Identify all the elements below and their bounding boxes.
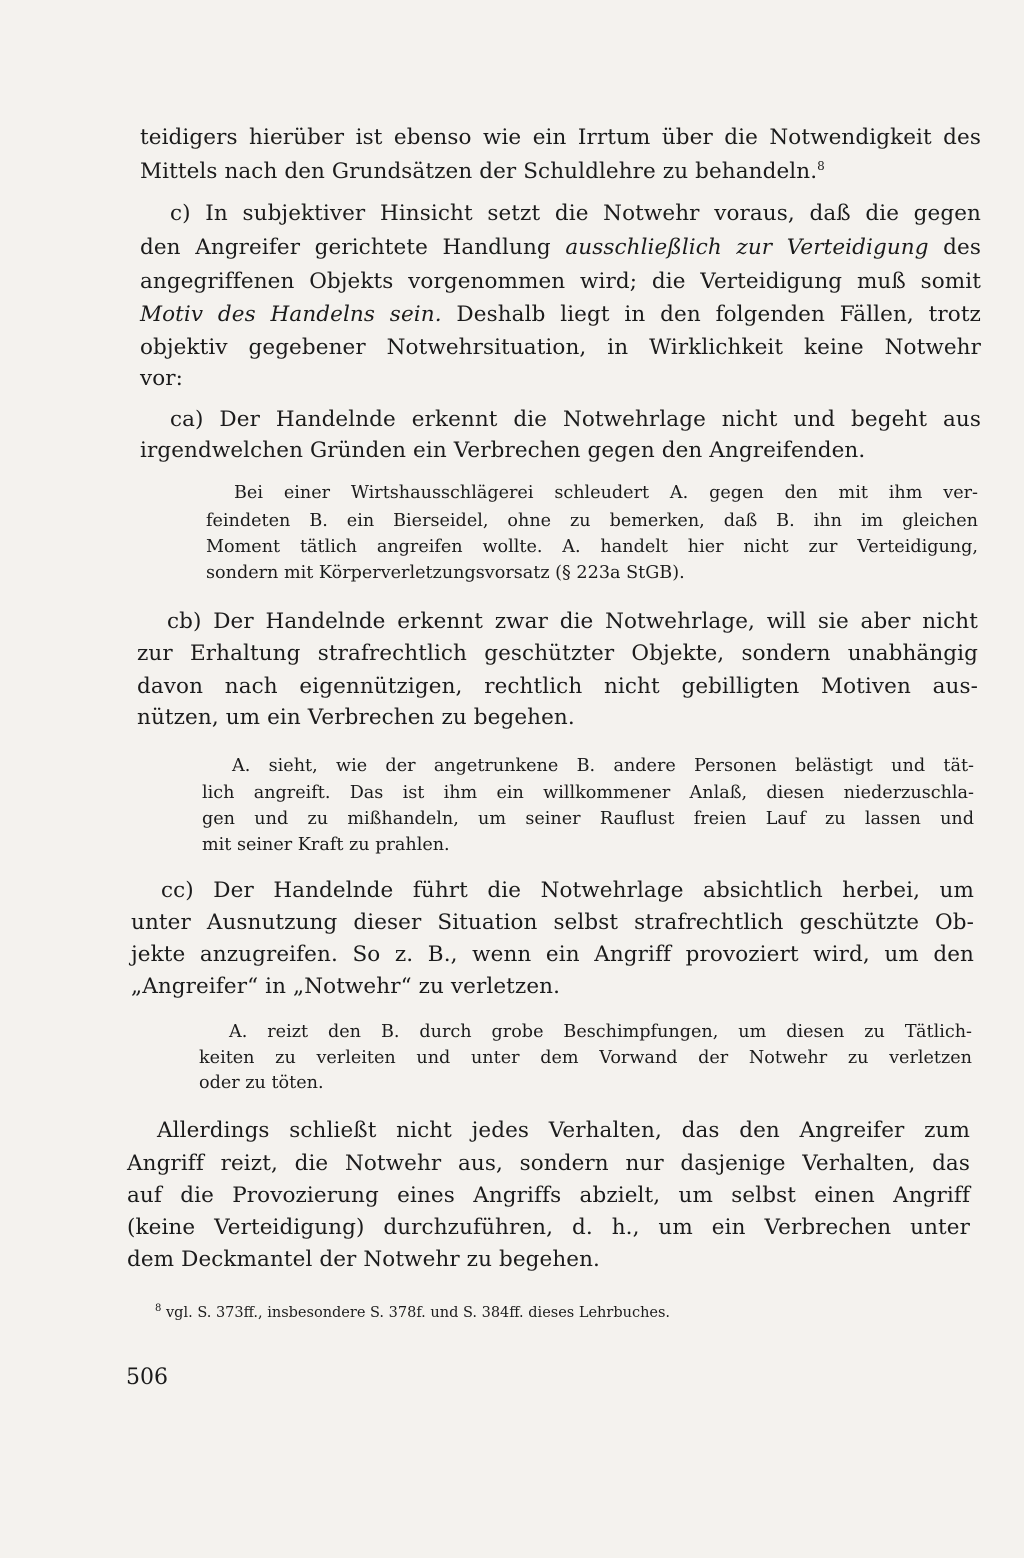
footnote-reference: 8 <box>817 158 825 173</box>
paragraph-line: davon nach eigennützigen, rechtlich nicht gebilligten Motiven aus- <box>137 674 978 699</box>
paragraph-line: nützen, um ein Verbrechen zu begehen. <box>137 705 575 730</box>
paragraph-line: (keine Verteidigung) durchzuführen, d. h., um ein Verbrechen unter <box>127 1215 970 1240</box>
paragraph-line: auf die Provozierung eines Angriffs abzielt, um selbst einen Angriff <box>127 1183 970 1208</box>
paragraph-line: Motiv des Handelns sein. Deshalb liegt in den folgenden Fällen, trotz <box>140 302 981 327</box>
paragraph-line: c) In subjektiver Hinsicht setzt die Notwehr voraus, daß die gegen <box>170 201 981 226</box>
paragraph-line: irgendwelchen Gründen ein Verbrechen gegen den Angreifenden. <box>140 438 866 463</box>
example-line: mit seiner Kraft zu prahlen. <box>202 835 450 855</box>
paragraph-line: objektiv gegebener Notwehrsituation, in Wirklichkeit keine Notwehr <box>140 335 981 360</box>
paragraph-line: Allerdings schließt nicht jedes Verhalten, das den Angreifer zum <box>157 1118 970 1143</box>
example-line: Bei einer Wirtshausschlägerei schleudert A. gegen den mit ihm ver- <box>234 483 978 503</box>
paragraph-line: angegriffenen Objekts vorgenommen wird; die Verteidigung muß somit <box>140 269 981 294</box>
example-line: lich angreift. Das ist ihm ein willkommener Anlaß, diesen niederzuschla- <box>202 783 974 803</box>
page-number: 506 <box>126 1365 168 1390</box>
example-line: A. sieht, wie der angetrunkene B. andere Personen belästigt und tät- <box>232 756 974 776</box>
footnote-marker: 8 <box>155 1303 162 1315</box>
example-line: sondern mit Körperverletzungsvorsatz (§ 223a StGB). <box>206 563 685 583</box>
paragraph-line: ca) Der Handelnde erkennt die Notwehrlage nicht und begeht aus <box>170 407 981 432</box>
emphasis-text: Motiv des Handelns sein. <box>140 302 442 327</box>
paragraph-line: cb) Der Handelnde erkennt zwar die Notwehrlage, will sie aber nicht <box>167 609 978 634</box>
paragraph-line: vor: <box>140 366 184 391</box>
example-line: oder zu töten. <box>199 1073 324 1093</box>
example-line: gen und zu mißhandeln, um seiner Rauflust freien Lauf zu lassen und <box>202 809 974 829</box>
emphasis-text: ausschließlich zur Verteidigung <box>565 235 929 260</box>
footnote <box>155 1303 975 1321</box>
example-line: keiten zu verleiten und unter dem Vorwand der Notwehr zu verletzen <box>199 1048 972 1068</box>
paragraph-line: Angriff reizt, die Notwehr aus, sondern nur dasjenige Verhalten, das <box>127 1151 970 1176</box>
paragraph-line: dem Deckmantel der Notwehr zu begehen. <box>127 1247 600 1272</box>
example-line: A. reizt den B. durch grobe Beschimpfungen, um diesen zu Tätlich- <box>229 1022 972 1042</box>
paragraph-line: zur Erhaltung strafrechtlich geschützter Objekte, sondern unabhängig <box>137 641 978 666</box>
paragraph-line: unter Ausnutzung dieser Situation selbst strafrechtlich geschützte Ob- <box>131 910 974 935</box>
footnote-text: vgl. S. 373ff., insbesondere S. 378f. und S. 384ff. dieses Lehrbuches. <box>161 1305 671 1321</box>
example-line: feindeten B. ein Bierseidel, ohne zu bemerken, daß B. ihn im gleichen <box>206 511 978 531</box>
paragraph-line: Mittels nach den Grundsätzen der Schuldlehre zu behandeln.$^8$ <box>140 158 825 184</box>
example-line: Moment tätlich angreifen wollte. A. handelt hier nicht zur Verteidigung, <box>206 537 978 557</box>
paragraph-line: „Angreifer“ in „Notwehr“ zu verletzen. <box>131 974 561 999</box>
paragraph-line: den Angreifer gerichtete Handlung ausschließlich zur Verteidigung des <box>140 235 981 260</box>
paragraph-line: teidigers hierüber ist ebenso wie ein Irrtum über die Notwendigkeit des <box>140 125 981 150</box>
paragraph-line: cc) Der Handelnde führt die Notwehrlage absichtlich herbei, um <box>161 878 974 903</box>
paragraph-line: jekte anzugreifen. So z. B., wenn ein Angriff provoziert wird, um den <box>131 942 974 967</box>
